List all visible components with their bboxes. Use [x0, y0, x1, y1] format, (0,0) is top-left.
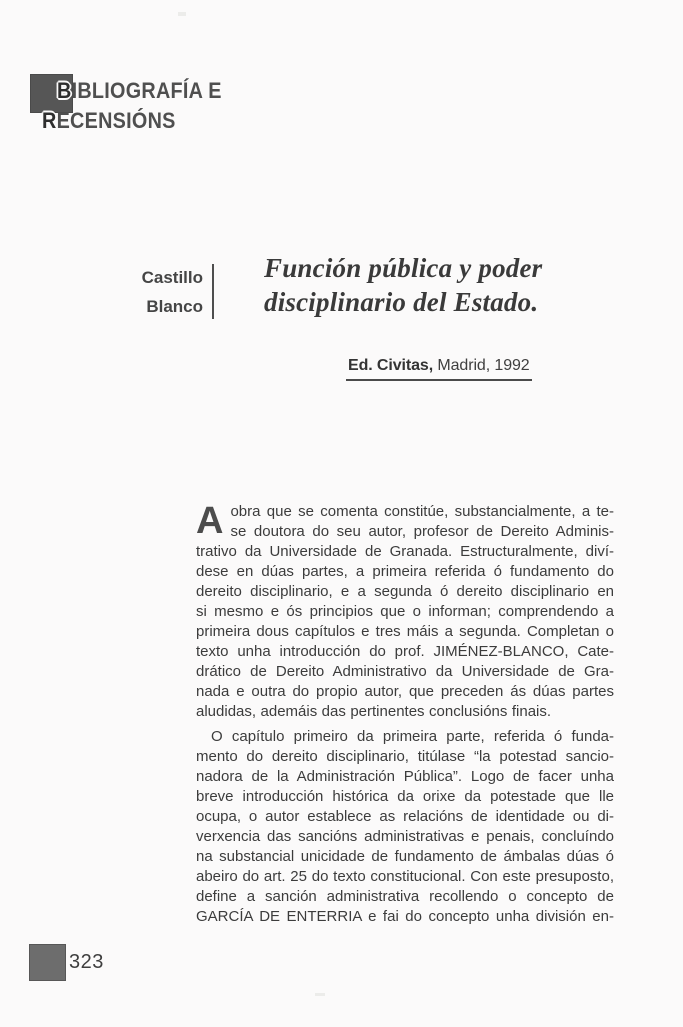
body-text-line: se doutora do seu autor, profesor de Dereito Adminis- [230, 523, 614, 540]
publisher-name: Ed. Civitas, [348, 357, 434, 374]
body-text-line: mento do dereito disciplinario, titúlase “la potestad sancio- [196, 748, 614, 765]
paragraph-1 [196, 502, 614, 722]
body-text-line: obra que se comenta constitúe, substancialmente, a te- [230, 503, 614, 520]
body-text-line: abeiro do art. 25 do texto constitucional. Con este presuposto, [196, 868, 614, 885]
body-text-line: texto unha introducción do prof. JIMÉNEZ-BLANCO, Cate- [196, 643, 614, 660]
author-surname-2: Blanco [146, 297, 203, 316]
masthead-line-1: BIBLIOGRAFÍA E [57, 78, 222, 103]
body-text-line: na substancial unicidade de fundamento de ámbalas dúas ó [196, 848, 614, 865]
edition-place-year: Madrid, 1992 [433, 357, 530, 374]
body-text-line: nada e outra do propio autor, que preceden ás dúas partes [196, 683, 614, 700]
body-text-line: dereito disciplinario, e a segunda ó dereito disciplinario en [196, 583, 614, 600]
body-text-line: ocupa, o autor establece as relacións de identidade ou di- [196, 808, 614, 825]
body-text-line: verxencia das sancións administrativas e penais, concluíndo [196, 828, 614, 845]
page-number: 323 [69, 951, 104, 973]
paragraph-2 [196, 727, 614, 927]
byline-divider-rule [212, 264, 214, 319]
drop-cap: A [196, 500, 224, 542]
body-text-line: aludidas, ademáis das pertinentes conclusións finais. [196, 703, 552, 720]
body-text-line: breve introducción histórica da orixe da potestade que lle [196, 788, 614, 805]
body-text-line: si mesmo e ós principios que o informan; comprendendo a [196, 603, 614, 620]
scan-artifact [178, 12, 186, 16]
body-text-line: nadora de la Administración Pública”. Logo de facer unha [196, 768, 614, 785]
review-body [196, 502, 614, 927]
body-text-line: define a sanción administrativa recollendo o concepto de [196, 888, 614, 905]
scan-artifact [315, 993, 325, 996]
edition-line [346, 357, 532, 381]
book-title-line-2: disciplinario del Estado. [264, 287, 539, 317]
book-title-line-1: Función pública y poder [264, 253, 543, 283]
footer-gray-square [29, 944, 66, 981]
section-masthead [30, 72, 290, 152]
author-surname-1: Castillo [141, 268, 203, 287]
body-text-line: GARCÍA DE ENTERRIA e fai do concepto unha división en- [196, 908, 614, 925]
body-text-line: trativo da Universidade de Granada. Estructuralmente, diví- [196, 543, 614, 560]
body-text-line: dese en dúas partes, a primeira referida ó fundamento do [196, 563, 614, 580]
book-title [264, 251, 634, 319]
body-text-line: primeira dous capítulos e tres máis a segunda. Completan o [196, 623, 614, 640]
body-text-line: drático de Dereito Administrativo da Universidade de Gra- [196, 663, 614, 680]
masthead-line-2: RECENSIÓNS [42, 108, 176, 133]
body-text-line: O capítulo primeiro da primeira parte, referida ó funda- [211, 728, 614, 745]
